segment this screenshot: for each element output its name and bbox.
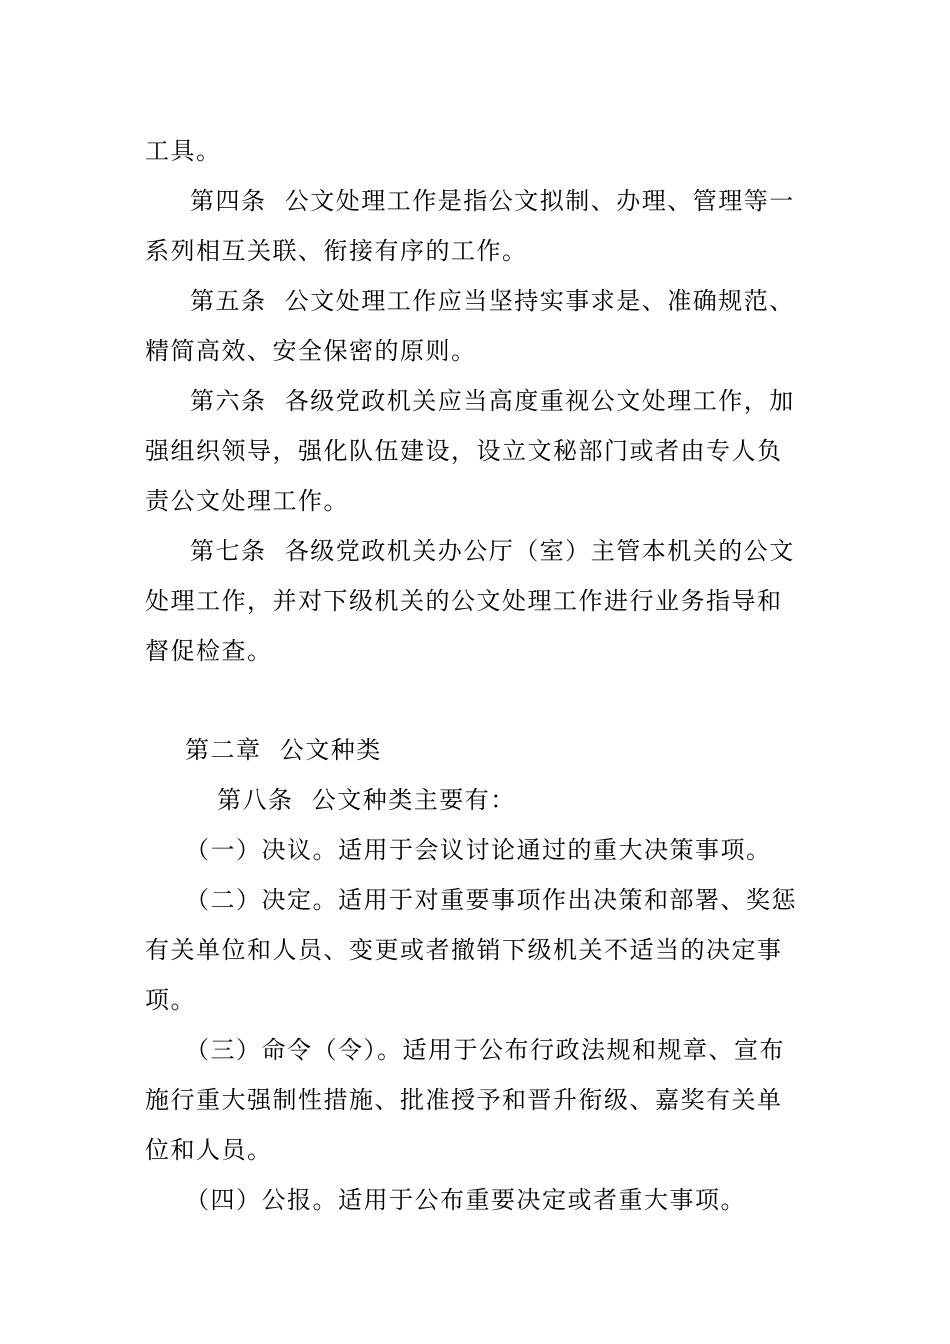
chapter-2-heading: 第二章 公文种类 <box>185 736 382 764</box>
article-7-line-2: 处理工作，并对下级机关的公文处理工作进行业务指导和 <box>145 587 783 615</box>
article-5-line-1: 第五条 公文处理工作应当坚持实事求是、准确规范、 <box>190 287 795 315</box>
article-6-line-3: 责公文处理工作。 <box>145 487 349 515</box>
item-2-line-3: 项。 <box>145 986 196 1014</box>
item-2-line-2: 有关单位和人员、变更或者撤销下级机关不适当的决定事 <box>145 936 783 964</box>
article-7-line-3: 督促检查。 <box>145 637 273 665</box>
article-7-line-1: 第七条 各级党政机关办公厅（室）主管本机关的公文 <box>190 537 795 565</box>
article-8-line-1: 第八条 公文种类主要有： <box>217 786 516 814</box>
article-5-line-2: 精简高效、安全保密的原则。 <box>145 337 477 365</box>
item-1-line-1: （一）决议。适用于会议讨论通过的重大决策事项。 <box>185 836 772 864</box>
article-4-line-1: 第四条 公文处理工作是指公文拟制、办理、管理等一 <box>190 187 795 215</box>
item-3-line-3: 位和人员。 <box>145 1136 273 1164</box>
text-line-1: 工具。 <box>145 137 222 165</box>
article-6-line-1: 第六条 各级党政机关应当高度重视公文处理工作，加 <box>190 387 795 415</box>
item-4-line-1: （四）公报。适用于公布重要决定或者重大事项。 <box>185 1186 746 1214</box>
item-2-line-1: （二）决定。适用于对重要事项作出决策和部署、奖惩 <box>185 886 797 914</box>
article-4-line-2: 系列相互关联、衔接有序的工作。 <box>145 237 528 265</box>
item-3-line-1: （三）命令（令）。适用于公布行政法规和规章、宣布 <box>185 1036 785 1064</box>
item-3-line-2: 施行重大强制性措施、批准授予和晋升衔级、嘉奖有关单 <box>145 1086 783 1114</box>
article-6-line-2: 强组织领导，强化队伍建设，设立文秘部门或者由专人负 <box>145 437 783 465</box>
